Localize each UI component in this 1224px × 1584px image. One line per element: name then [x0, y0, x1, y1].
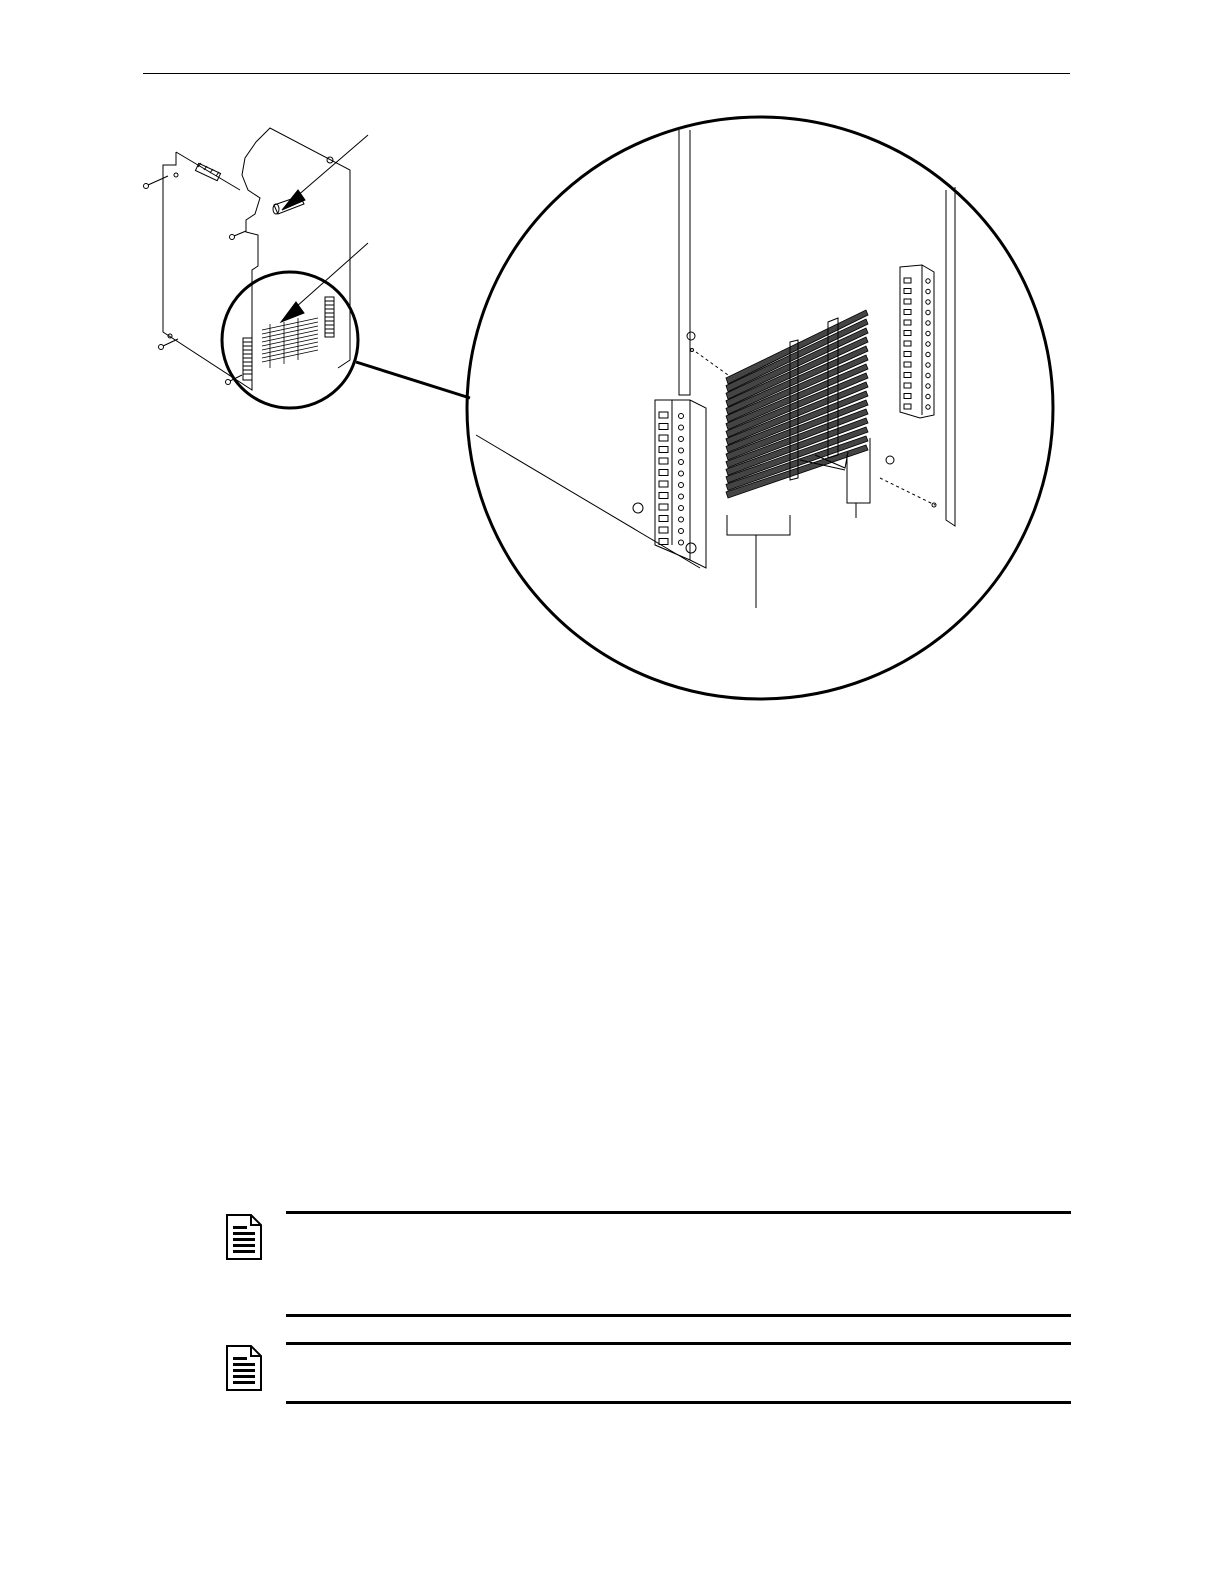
note-2-top-rule: [286, 1342, 1071, 1345]
note-1-top-rule: [286, 1211, 1071, 1214]
note-1-bottom-rule: [286, 1314, 1071, 1317]
overview-board-assembly: [144, 128, 369, 408]
installation-figure: [0, 0, 1224, 760]
detail-view: [467, 117, 1053, 699]
document-note-icon: [226, 1214, 262, 1260]
note-2-bottom-rule: [286, 1401, 1071, 1404]
document-note-icon: [226, 1345, 262, 1391]
zoom-connector-line: [356, 362, 470, 398]
